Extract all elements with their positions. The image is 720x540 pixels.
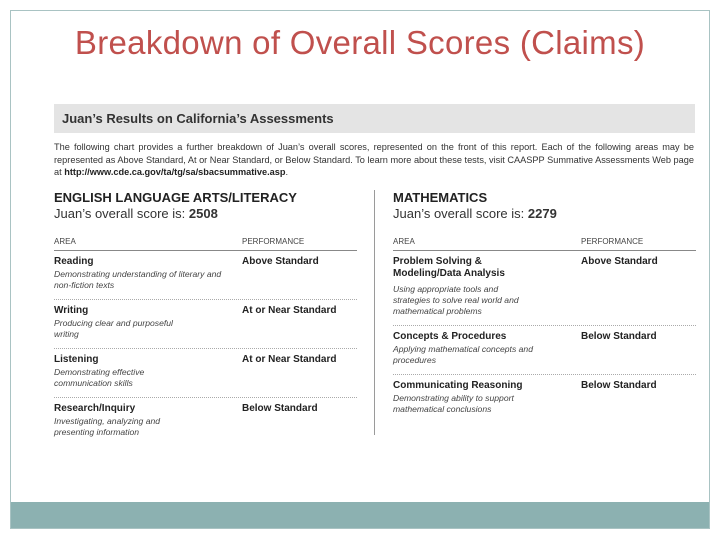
table-row [54, 398, 357, 442]
math-subject-title: MATHEMATICS [393, 190, 488, 205]
math-table-header [393, 232, 696, 251]
area-name: Concepts & Procedures [393, 331, 507, 342]
ela-table-header [54, 232, 357, 251]
performance-level: At or Near Standard [242, 305, 337, 316]
performance-level: Above Standard [581, 256, 658, 267]
ela-col-performance: PERFORMANCE [242, 237, 305, 246]
caaspp-link[interactable]: http://www.cde.ca.gov/ta/tg/sa/sbacsummative.asp [64, 167, 286, 177]
area-name: Reading [54, 256, 94, 267]
math-section [393, 190, 696, 415]
math-col-area: AREA [393, 237, 415, 246]
math-overall-label: Juan’s overall score is: [393, 206, 528, 221]
table-row [54, 300, 357, 349]
column-divider [374, 190, 375, 435]
area-description: Investigating, analyzing and presenting information [54, 416, 161, 437]
intro-paragraph [54, 141, 694, 179]
ela-overall-score [54, 206, 357, 222]
ela-score-value: 2508 [188, 206, 218, 221]
ela-overall-label: Juan’s overall score is: [54, 206, 189, 221]
math-score-value: 2279 [527, 206, 557, 221]
area-name: Problem Solving & Modeling/Data Analysis [393, 256, 505, 279]
slide-title: Breakdown of Overall Scores (Claims) [74, 24, 646, 61]
table-row [393, 375, 696, 415]
slide-footer-bar [11, 502, 709, 528]
ela-col-area: AREA [54, 237, 76, 246]
area-name: Communicating Reasoning [393, 380, 523, 391]
area-description: Demonstrating ability to support mathematical conclusions [393, 393, 514, 414]
intro-text: The following chart provides a further breakdown of Juan’s overall scores, represented on the front of this report. Each of the following areas may be represented as Above Standard, At or Near Standard, or Below Standard. To learn more about these tests, visit CAASPP Summative Assessments Web page at [54, 142, 694, 177]
table-row [393, 251, 696, 326]
ela-section [54, 190, 357, 442]
table-row [393, 326, 696, 375]
performance-level: Above Standard [242, 256, 319, 267]
area-description: Demonstrating understanding of literary and non-fiction texts [54, 269, 222, 290]
area-description: Producing clear and purposeful writing [54, 318, 173, 339]
performance-level: At or Near Standard [242, 354, 337, 365]
math-overall-score [393, 206, 696, 222]
area-description: Applying mathematical concepts and procedures [393, 344, 533, 365]
performance-level: Below Standard [242, 403, 318, 414]
area-description: Using appropriate tools and strategies to solve real world and mathematical problems [393, 284, 519, 316]
area-name: Writing [54, 305, 89, 316]
performance-level: Below Standard [581, 380, 657, 391]
report-header [54, 104, 695, 133]
report-header-title: Juan’s Results on California’s Assessments [62, 111, 334, 126]
table-row [54, 349, 357, 398]
math-col-performance: PERFORMANCE [581, 237, 644, 246]
area-description: Demonstrating effective communication skills [54, 367, 145, 388]
ela-subject-title: ENGLISH LANGUAGE ARTS/LITERACY [54, 190, 297, 205]
area-name: Listening [54, 354, 99, 365]
table-row [54, 251, 357, 300]
intro-end: . [285, 167, 289, 177]
area-name: Research/Inquiry [54, 403, 136, 414]
performance-level: Below Standard [581, 331, 657, 342]
